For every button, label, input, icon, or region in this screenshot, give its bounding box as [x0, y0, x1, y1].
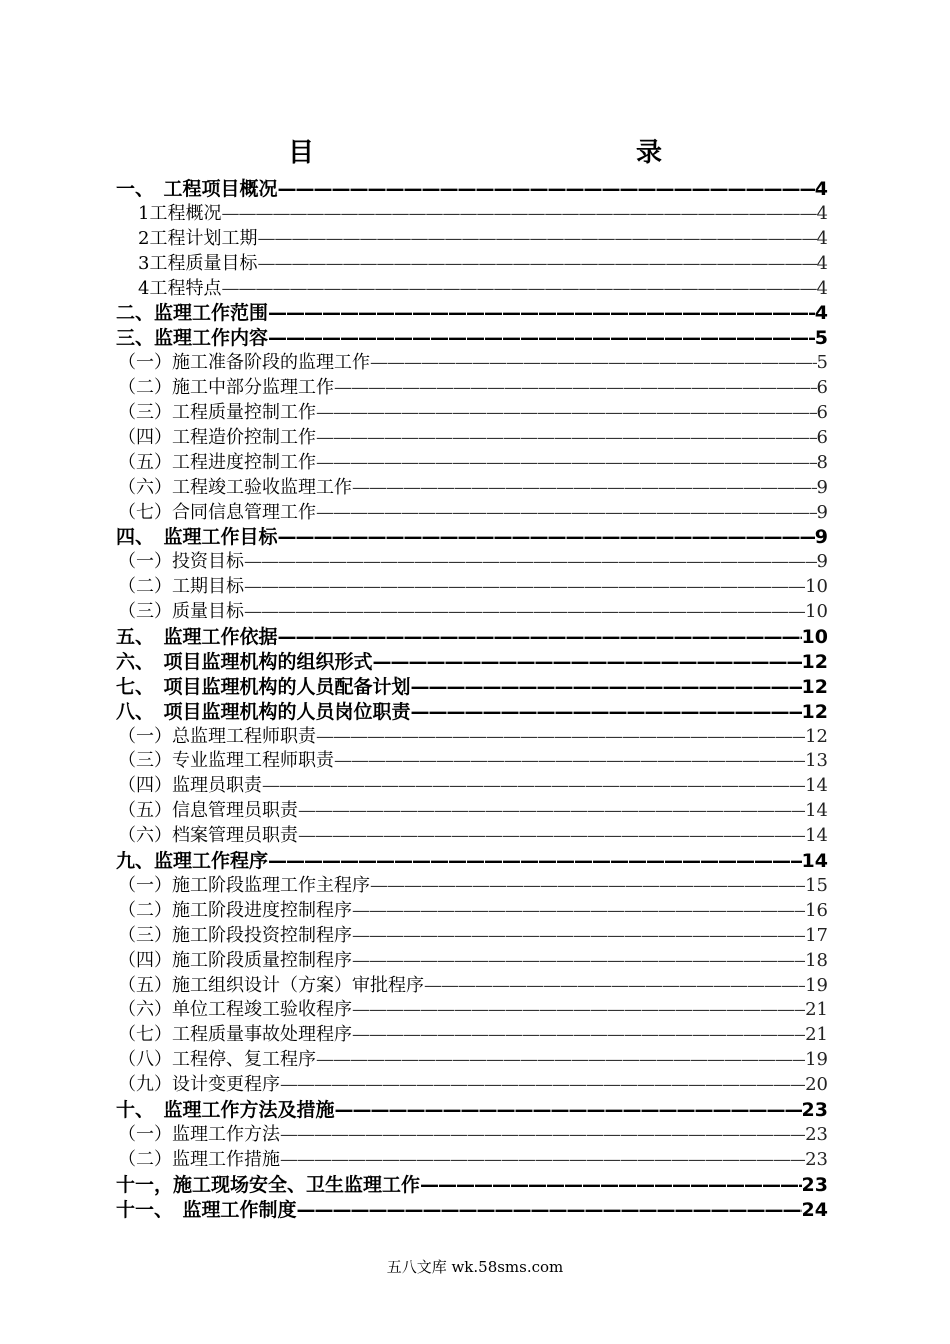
toc-subsection-entry[interactable]: [116, 547, 828, 572]
toc-page-number: 23: [801, 1173, 828, 1196]
toc-leader-line: [244, 576, 805, 597]
toc-subsection-entry[interactable]: [116, 1020, 828, 1045]
toc-entry-label: （二）监理工作措施: [118, 1148, 280, 1170]
toc-leader-line: [298, 800, 805, 821]
footer-watermark-text: 五八文库 wk.58sms.com: [386, 1258, 564, 1276]
toc-page-number: 21: [805, 999, 828, 1021]
toc-leader-line: [352, 950, 805, 971]
toc-entry-label: （六）档案管理员职责: [118, 825, 298, 847]
toc-page-number: 21: [805, 1024, 828, 1046]
toc-page-number: 9: [816, 476, 828, 498]
toc-entry-label: 五、 监理工作依据: [116, 626, 278, 649]
toc-page-number: 4: [816, 252, 828, 274]
toc-section-entry[interactable]: [116, 647, 828, 672]
toc-entry-label: （三）质量目标: [118, 601, 244, 623]
toc-page-number: 13: [805, 750, 828, 772]
toc-page-number: 23: [805, 1148, 828, 1170]
toc-entry-label: （四）工程造价控制工作: [118, 426, 316, 448]
toc-leader-line: [420, 1174, 802, 1196]
toc-leader-line: [278, 178, 815, 200]
toc-page-number: 5: [816, 352, 828, 374]
toc-leader-line: [268, 850, 802, 872]
toc-entry-label: 3工程质量目标: [138, 252, 258, 274]
toc-entry-label: （五）信息管理员职责: [118, 800, 298, 822]
toc-leader-line: [316, 1049, 805, 1070]
toc-section-entry[interactable]: [116, 323, 828, 348]
toc-leader-line: [298, 825, 805, 846]
toc-leader-line: [352, 925, 805, 946]
toc-page-number: 4: [816, 202, 828, 224]
toc-leader-line: [335, 1099, 802, 1121]
toc-subsection-entry[interactable]: [116, 249, 828, 274]
toc-entry-label: （五）工程进度控制工作: [118, 451, 316, 473]
toc-page-number: 14: [805, 800, 828, 822]
toc-page-number: 24: [801, 1198, 828, 1221]
toc-leader-line: [262, 775, 805, 796]
toc-entry-label: （三）施工阶段投资控制程序: [118, 924, 352, 946]
toc-entry-label: 2工程计划工期: [138, 227, 258, 249]
toc-entry-label: 一、 工程项目概况: [116, 178, 278, 200]
toc-section-entry[interactable]: [116, 522, 828, 547]
toc-page-number: 8: [816, 451, 828, 473]
toc-subsection-entry[interactable]: [116, 1145, 828, 1170]
toc-leader-line: [268, 302, 815, 324]
toc-leader-line: [257, 253, 816, 274]
toc-subsection-entry[interactable]: [116, 274, 828, 299]
toc-entry-label: （六）单位工程竣工验收程序: [118, 999, 352, 1021]
toc-section-entry[interactable]: [116, 1170, 828, 1195]
toc-entry-label: 八、 项目监理机构的人员岗位职责: [116, 700, 411, 723]
toc-leader-line: [373, 651, 802, 673]
toc-subsection-entry[interactable]: [116, 224, 828, 249]
toc-entry-label: （八）工程停、复工程序: [118, 1049, 316, 1071]
toc-entry-label: 4工程特点: [138, 277, 222, 299]
toc-leader-line: [370, 875, 805, 896]
toc-page-number: 4: [814, 178, 828, 200]
toc-leader-line: [352, 477, 817, 498]
toc-leader-line: [278, 626, 802, 648]
toc-leader-line: [424, 975, 805, 996]
toc-section-entry[interactable]: [116, 697, 828, 722]
toc-entry-label: （一）投资目标: [118, 551, 244, 573]
toc-page-number: 10: [805, 601, 828, 623]
toc-leader-line: [316, 402, 817, 423]
toc-leader-line: [370, 352, 817, 373]
toc-leader-line: [297, 1199, 802, 1221]
toc-page-number: 14: [805, 775, 828, 797]
toc-entry-label: （三）工程质量控制工作: [118, 402, 316, 424]
toc-subsection-entry[interactable]: [116, 597, 828, 622]
toc-page-number: 10: [801, 626, 828, 649]
toc-subsection-entry[interactable]: [116, 746, 828, 771]
toc-entry-label: 1工程概况: [138, 202, 222, 224]
toc-section-entry[interactable]: [116, 1195, 828, 1220]
toc-leader-line: [316, 427, 817, 448]
table-of-contents: [116, 174, 828, 1219]
toc-leader-line: [221, 203, 816, 224]
toc-leader-line: [352, 999, 805, 1020]
toc-subsection-entry[interactable]: [116, 1120, 828, 1145]
toc-entry-label: 四、 监理工作目标: [116, 526, 278, 549]
toc-subsection-entry[interactable]: [116, 348, 828, 373]
toc-entry-label: 十一、 监理工作制度: [116, 1198, 297, 1221]
toc-entry-label: （二）施工阶段进度控制程序: [118, 899, 352, 921]
toc-page-number: 18: [805, 949, 828, 971]
toc-leader-line: [352, 900, 805, 921]
toc-page-number: 5: [814, 327, 828, 350]
toc-subsection-entry[interactable]: [116, 572, 828, 597]
toc-entry-label: （一）施工阶段监理工作主程序: [118, 874, 370, 896]
toc-entry-label: （二）施工中部分监理工作: [118, 377, 334, 399]
toc-page-number: 19: [805, 1049, 828, 1071]
toc-leader-line: [411, 676, 802, 698]
toc-page-number: 14: [801, 850, 828, 873]
toc-subsection-entry[interactable]: [116, 921, 828, 946]
toc-entry-label: （二）工期目标: [118, 576, 244, 598]
toc-entry-label: （四）监理员职责: [118, 775, 262, 797]
toc-subsection-entry[interactable]: [116, 498, 828, 523]
toc-page-number: 9: [816, 551, 828, 573]
toc-leader-line: [257, 228, 816, 249]
toc-leader-line: [221, 278, 816, 299]
toc-leader-line: [316, 502, 817, 523]
toc-section-entry[interactable]: [116, 672, 828, 697]
toc-subsection-entry[interactable]: [116, 373, 828, 398]
toc-leader-line: [316, 726, 805, 747]
toc-page-number: 16: [805, 899, 828, 921]
toc-subsection-entry[interactable]: [116, 423, 828, 448]
toc-page-number: 4: [816, 277, 828, 299]
toc-subsection-entry[interactable]: [116, 971, 828, 996]
toc-page-number: 23: [805, 1123, 828, 1145]
toc-page-number: 17: [805, 924, 828, 946]
toc-leader-line: [280, 1149, 805, 1170]
toc-entry-label: （一）总监理工程师职责: [118, 725, 316, 747]
toc-leader-line: [316, 452, 817, 473]
toc-subsection-entry[interactable]: [116, 1070, 828, 1095]
toc-entry-label: （一）施工准备阶段的监理工作: [118, 352, 370, 374]
toc-section-entry[interactable]: [116, 174, 828, 199]
toc-page-number: 20: [805, 1074, 828, 1096]
toc-page-number: 6: [816, 377, 828, 399]
toc-leader-line: [334, 750, 805, 771]
toc-page-number: 6: [816, 402, 828, 424]
toc-entry-label: 二、监理工作范围: [116, 302, 269, 325]
toc-section-entry[interactable]: [116, 622, 828, 647]
toc-leader-line: [268, 327, 815, 349]
toc-entry-label: （四）施工阶段质量控制程序: [118, 949, 352, 971]
toc-page-number: 12: [805, 725, 828, 747]
toc-entry-label: 九、监理工作程序: [116, 850, 269, 873]
toc-subsection-entry[interactable]: [116, 946, 828, 971]
toc-section-entry[interactable]: [116, 298, 828, 323]
toc-entry-label: 六、 项目监理机构的组织形式: [116, 650, 373, 673]
toc-page-number: 23: [801, 1098, 828, 1121]
toc-entry-label: （六）工程竣工验收监理工作: [118, 476, 352, 498]
toc-subsection-entry[interactable]: [116, 896, 828, 921]
toc-section-entry[interactable]: [116, 846, 828, 871]
toc-leader-line: [280, 1074, 805, 1095]
toc-subsection-entry[interactable]: [116, 199, 828, 224]
toc-subsection-entry[interactable]: [116, 473, 828, 498]
toc-page-number: 12: [801, 700, 828, 723]
toc-leader-line: [278, 526, 815, 548]
toc-page-number: 4: [816, 227, 828, 249]
toc-leader-line: [244, 601, 805, 622]
toc-subsection-entry[interactable]: [116, 448, 828, 473]
toc-leader-line: [280, 1124, 805, 1145]
toc-page-number: 19: [805, 974, 828, 996]
toc-entry-label: 十一，施工现场安全、卫生监理工作: [116, 1173, 421, 1196]
toc-entry-label: （七）工程质量事故处理程序: [118, 1024, 352, 1046]
toc-subsection-entry[interactable]: [116, 771, 828, 796]
toc-entry-label: 十、 监理工作方法及措施: [116, 1098, 335, 1121]
toc-page-number: 6: [816, 426, 828, 448]
toc-subsection-entry[interactable]: [116, 1045, 828, 1070]
toc-subsection-entry[interactable]: [116, 871, 828, 896]
toc-page-number: 9: [814, 526, 828, 549]
toc-leader-line: [244, 551, 817, 572]
toc-entry-label: 七、 项目监理机构的人员配备计划: [116, 675, 411, 698]
toc-page-number: 12: [801, 650, 828, 673]
toc-leader-line: [411, 701, 802, 723]
toc-entry-label: （三）专业监理工程师职责: [118, 750, 334, 772]
toc-subsection-entry[interactable]: [116, 796, 828, 821]
toc-entry-label: （七）合同信息管理工作: [118, 501, 316, 523]
toc-entry-label: （五）施工组织设计（方案）审批程序: [118, 974, 424, 996]
toc-page-number: 10: [805, 576, 828, 598]
toc-section-entry[interactable]: [116, 1095, 828, 1120]
toc-leader-line: [352, 1024, 805, 1045]
toc-page-number: 4: [814, 302, 828, 325]
toc-page-number: 15: [805, 874, 828, 896]
page-title: 目 录: [287, 138, 752, 168]
toc-subsection-entry[interactable]: [116, 995, 828, 1020]
toc-leader-line: [334, 377, 817, 398]
toc-entry-label: （一）监理工作方法: [118, 1123, 280, 1145]
toc-page-number: 14: [805, 825, 828, 847]
toc-subsection-entry[interactable]: [116, 722, 828, 747]
toc-subsection-entry[interactable]: [116, 821, 828, 846]
toc-entry-label: 三、监理工作内容: [116, 327, 269, 350]
toc-subsection-entry[interactable]: [116, 398, 828, 423]
toc-page-number: 12: [801, 675, 828, 698]
toc-entry-label: （九）设计变更程序: [118, 1074, 280, 1096]
toc-page-number: 9: [816, 501, 828, 523]
